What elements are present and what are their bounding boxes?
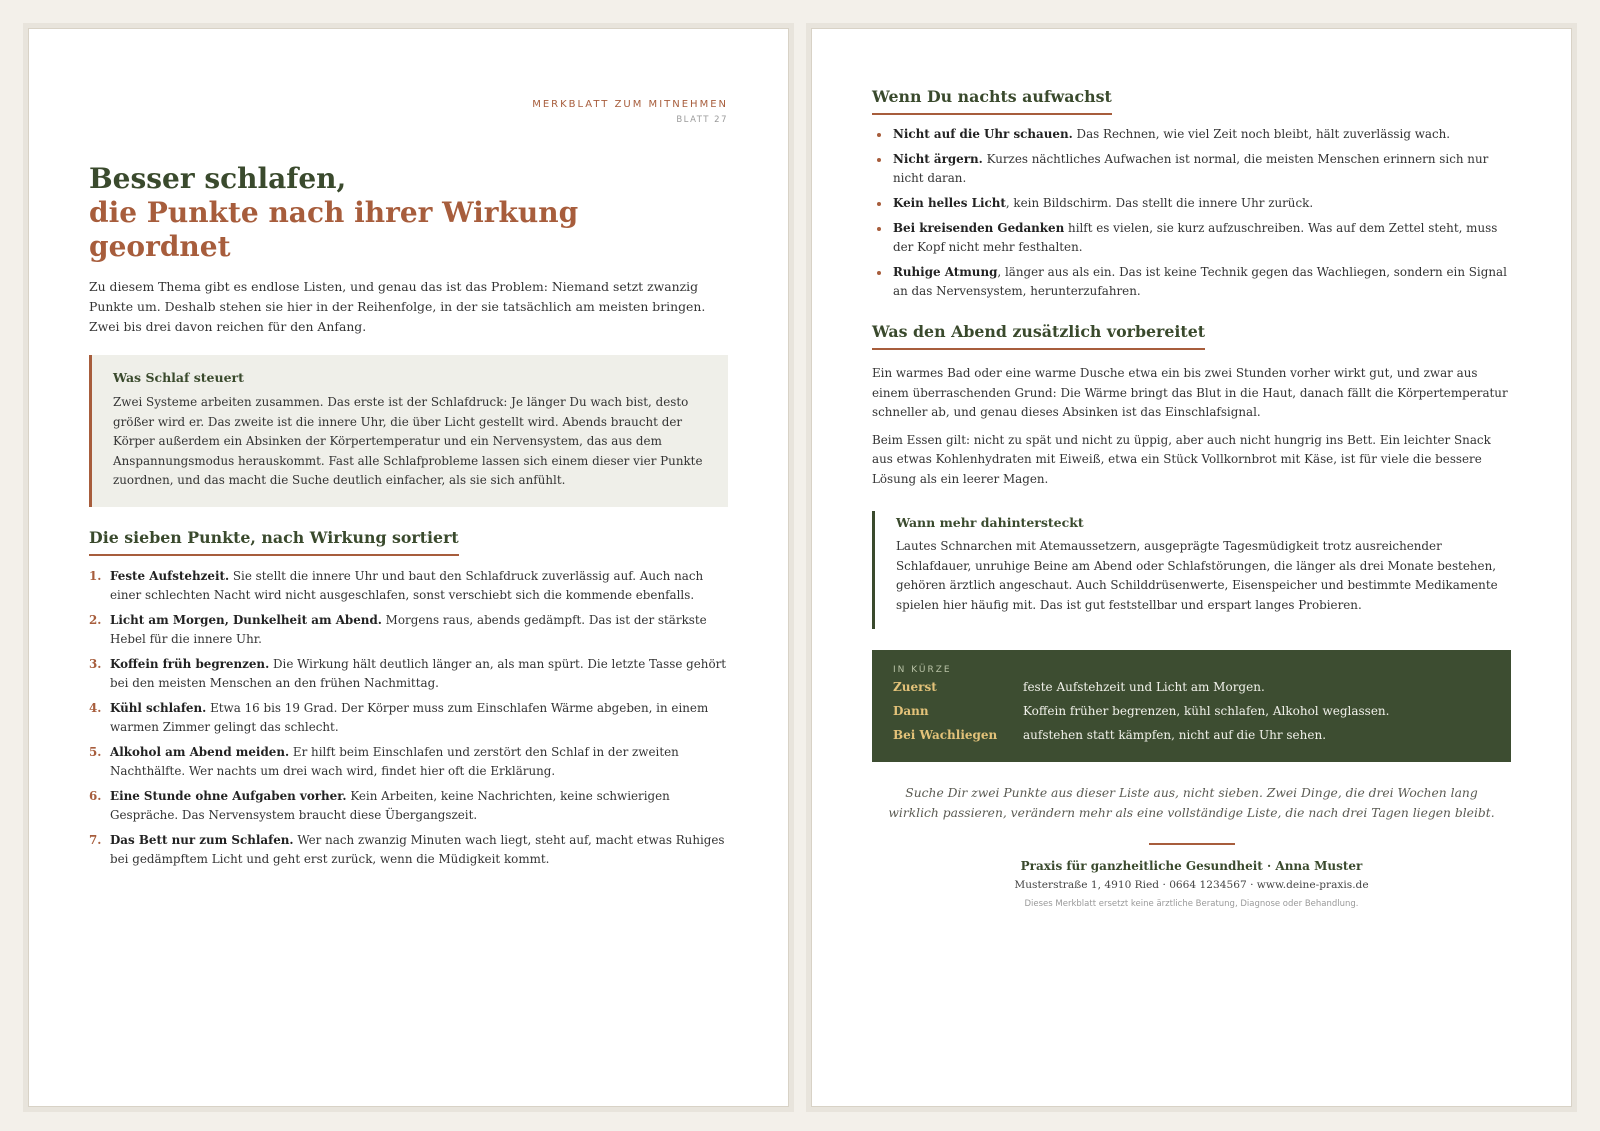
info-box-2-body: Lautes Schnarchen mit Atemaussetzern, ausgeprägte Tagesmüdigkeit trotz ausreichender Schlafdauer, unruhige Beine am Abend oder Schlafstörungen, die länger als drei Monate bestehen, gehören ärztlich angeschaut. Auch Schilddrüsenwerte, Eisenspeicher und bestimmte Medikamente spielen hier häufig mit. Das ist gut feststellbar und erspart langes Probieren. (896, 539, 1498, 612)
step-title: Eine Stunde ohne Aufgaben vorher. (110, 788, 347, 803)
bullet-item (872, 150, 1511, 188)
step-number: 1. (89, 568, 102, 583)
right-sheet (806, 23, 1577, 1112)
step-item (89, 699, 728, 737)
sheet-number: BLATT 27 (676, 115, 728, 125)
bullet-item (872, 125, 1511, 144)
section-heading-wrap (872, 322, 1511, 350)
step-item (89, 787, 728, 825)
info-box-sleep-control (89, 355, 728, 507)
bullet-text: Kurzes nächtliches Aufwachen ist normal, die meisten Menschen erinnern sich nur nicht daran. (893, 152, 1489, 185)
info-box-2-title: Wann mehr dahintersteckt (896, 515, 1084, 530)
bullet-text: hilft es vielen, sie kurz aufzuschreiben. Was auf dem Zettel steht, muss der Kopf nicht mehr festhalten. (893, 221, 1498, 254)
right-page (811, 28, 1572, 1107)
kicker (89, 99, 728, 125)
bullet-title: Ruhige Atmung (893, 265, 998, 279)
night-waking-list (872, 125, 1511, 301)
footer (872, 859, 1511, 909)
step-text: Er hilft beim Einschlafen und zerstört den Schlaf in der zweiten Nachthälfte. Wer nachts um drei wach wird, findet hier oft die Erklärung. (110, 744, 679, 778)
step-text: Etwa 16 bis 19 Grad. Der Körper muss zum Einschlafen Wärme abgeben, in einem warmen Zimmer gelingt das schlecht. (110, 700, 709, 734)
practice-address: Musterstraße 1, 4910 Ried · 0664 1234567 · www.deine-praxis.de (1014, 879, 1369, 891)
step-text: Kein Arbeiten, keine Nachrichten, keine schwierigen Gespräche. Das Nervensystem braucht diese Übergangszeit. (110, 788, 670, 822)
bullet-item (872, 194, 1511, 213)
bullet-title: Nicht ärgern. (893, 152, 983, 166)
summary-row (893, 675, 1490, 699)
left-sheet (23, 23, 794, 1112)
step-number: 4. (89, 700, 102, 715)
title-line-1: Besser schlafen, (89, 162, 347, 195)
evening-paragraph-1: Ein warmes Bad oder eine warme Dusche etwa ein bis zwei Stunden vorher wirkt gut, und zwar aus einem überraschenden Grund: Die Wärme bringt das Blut in die Haut, danach fällt die Körpertemperatur schneller ab, und genau dieses Absinken ist das Einschlafsignal. (872, 366, 1508, 419)
section-title-evening: Was den Abend zusätzlich vorbereitet (872, 322, 1205, 350)
summary-value: Koffein früher begrenzen, kühl schlafen, Alkohol weglassen. (1023, 704, 1390, 718)
step-text: Wer nach zwanzig Minuten wach liegt, steht auf, macht etwas Ruhiges bei gedämpftem Licht und geht erst zurück, wenn die Müdigkeit kommt. (110, 832, 725, 866)
bullet-title: Bei kreisenden Gedanken (893, 221, 1065, 235)
step-item (89, 655, 728, 693)
info-box-when-more (872, 511, 1511, 629)
evening-paragraph-2: Beim Essen gilt: nicht zu spät und nicht zu üppig, aber auch nicht hungrig ins Bett. Ein leichter Snack aus etwas Kohlenhydraten mit Eiweiß, etwa ein Stück Vollkornbrot mit Käse, ist für viele die bessere Lösung als ein leerer Magen. (872, 432, 1491, 486)
step-text: Sie stellt die innere Uhr und baut den Schlafdruck zuverlässig auf. Auch nach einer schlechten Nacht wird nicht ausgeschlafen, sonst verschiebt sich die kommende ebenfalls. (110, 568, 704, 602)
bullet-text: Das Rechnen, wie viel Zeit noch bleibt, hält zuverlässig wach. (1072, 127, 1451, 141)
step-number: 7. (89, 832, 102, 847)
bullet-item (872, 263, 1511, 301)
step-text: Die Wirkung hält deutlich länger an, als man spürt. Die letzte Tasse gehört bei den meisten Menschen an den frühen Nachmittag. (110, 656, 727, 690)
step-title: Feste Aufstehzeit. (110, 568, 230, 583)
step-item (89, 831, 728, 869)
step-title: Kühl schlafen. (110, 700, 207, 715)
step-title: Licht am Morgen, Dunkelheit am Abend. (110, 612, 382, 627)
summary-row (893, 723, 1490, 747)
summary-key: Bei Wachliegen (893, 728, 998, 742)
bullet-text: , länger aus als ein. Das ist keine Technik gegen das Wachliegen, sondern ein Signal an das Nervensystem, herunterzufahren. (893, 265, 1507, 298)
step-item (89, 743, 728, 781)
steps-list (89, 567, 728, 869)
intro-paragraph: Zu diesem Thema gibt es endlose Listen, und genau das ist das Problem: Niemand setzt zwanzig Punkte um. Deshalb stehen sie hier in der Reihenfolge, in der sie tatsächlich am meisten bringen. Zwei bis drei davon reichen für den Anfang. (89, 279, 706, 334)
practice-name: Praxis für ganzheitliche Gesundheit · Anna Muster (1020, 859, 1363, 873)
summary-label: IN KÜRZE (893, 665, 952, 675)
bullet-title: Nicht auf die Uhr schauen. (893, 127, 1073, 141)
step-number: 3. (89, 656, 102, 671)
step-title: Das Bett nur zum Schlafen. (110, 832, 294, 847)
step-item (89, 567, 728, 605)
divider (1149, 843, 1235, 845)
step-title: Alkohol am Abend meiden. (110, 744, 290, 759)
section-heading-wrap (89, 528, 728, 556)
title-line-2: die Punkte nach ihrer Wirkung geordnet (89, 196, 579, 263)
step-title: Koffein früh begrenzen. (110, 656, 270, 671)
summary-row (893, 699, 1490, 723)
summary-box (872, 650, 1511, 762)
step-number: 2. (89, 612, 102, 627)
closing-quote: Suche Dir zwei Punkte aus dieser Liste aus, nicht sieben. Zwei Dinge, die drei Wochen lang wirklich passieren, verändern mehr als eine vollständige Liste, die nach drei Tagen liegen bleibt. (888, 786, 1495, 820)
step-number: 6. (89, 788, 102, 803)
summary-key: Zuerst (893, 680, 937, 694)
bullet-text: , kein Bildschirm. Das stellt die innere Uhr zurück. (1005, 196, 1314, 210)
bullet-title: Kein helles Licht (893, 196, 1006, 210)
summary-value: feste Aufstehzeit und Licht am Morgen. (1023, 680, 1265, 694)
page-title (89, 162, 728, 264)
kicker-label: MERKBLATT ZUM MITNEHMEN (532, 99, 728, 110)
step-item (89, 611, 728, 649)
disclaimer: Dieses Merkblatt ersetzt keine ärztliche Beratung, Diagnose oder Behandlung. (1024, 899, 1359, 909)
info-box-title: Was Schlaf steuert (113, 370, 244, 385)
step-number: 5. (89, 744, 102, 759)
left-page (28, 28, 789, 1107)
section-title-night-waking: Wenn Du nachts aufwachst (872, 87, 1112, 115)
info-box-body: Zwei Systeme arbeiten zusammen. Das erste ist der Schlafdruck: Je länger Du wach bist, desto größer wird er. Das zweite ist die innere Uhr, die über Licht gestellt wird. Abends braucht der Körper außerdem ein Absinken der Körpertemperatur und ein Nervensystem, das aus dem Anspannungsmodus herauskommt. Fast alle Schlafprobleme lassen sich einem dieser vier Punkte zuordnen, und das macht die Suche deutlich einfacher, als sie sich anfühlt. (113, 395, 703, 487)
summary-key: Dann (893, 704, 929, 718)
step-text: Morgens raus, abends gedämpft. Das ist der stärkste Hebel für die innere Uhr. (110, 612, 707, 646)
section-title-seven-points: Die sieben Punkte, nach Wirkung sortiert (89, 528, 459, 556)
summary-value: aufstehen statt kämpfen, nicht auf die Uhr sehen. (1023, 728, 1327, 742)
bullet-item (872, 219, 1511, 257)
